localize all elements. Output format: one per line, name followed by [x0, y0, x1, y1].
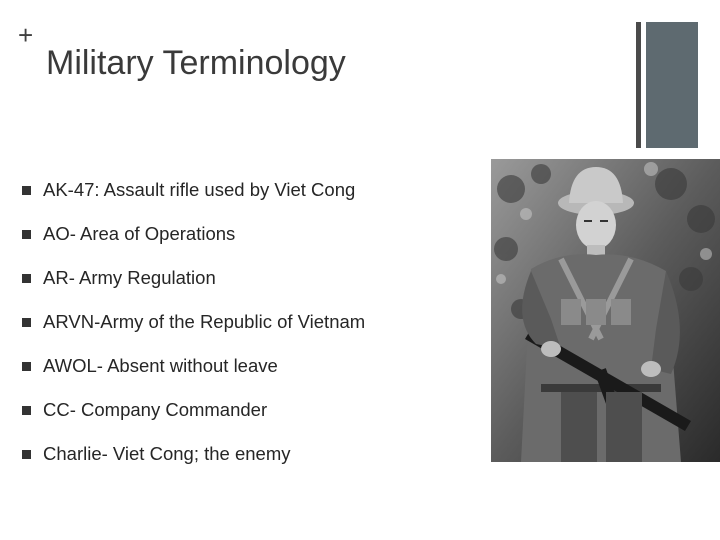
bullet-square-icon [22, 362, 31, 371]
bullet-item [22, 344, 365, 388]
slide-title: Military Terminology [46, 44, 346, 82]
bullet-text: AR- Army Regulation [43, 267, 216, 288]
bullet-text: CC- Company Commander [43, 399, 268, 420]
bullet-item [22, 168, 365, 212]
plus-icon: + [18, 20, 34, 50]
bullet-text: AK-47: Assault rifle used by Viet Cong [43, 179, 356, 200]
bullet-item [22, 212, 365, 256]
corner-accent-block [646, 22, 698, 148]
bullet-square-icon [22, 406, 31, 415]
bullet-square-icon [22, 450, 31, 459]
bullet-square-icon [22, 318, 31, 327]
bullet-square-icon [22, 230, 31, 239]
bullet-item [22, 300, 365, 344]
bullet-square-icon [22, 274, 31, 283]
corner-accent-line [636, 22, 641, 148]
bullet-item [22, 388, 365, 432]
bullet-text: ARVN-Army of the Republic of Vietnam [43, 311, 366, 332]
bullet-item [22, 432, 365, 476]
bullet-text: Charlie- Viet Cong; the enemy [43, 443, 291, 464]
bullet-square-icon [22, 186, 31, 195]
bullet-text: AO- Area of Operations [43, 223, 236, 244]
bullet-text: AWOL- Absent without leave [43, 355, 278, 376]
bullet-item [22, 256, 365, 300]
bullet-list [22, 168, 365, 476]
soldier-photo [491, 159, 720, 462]
